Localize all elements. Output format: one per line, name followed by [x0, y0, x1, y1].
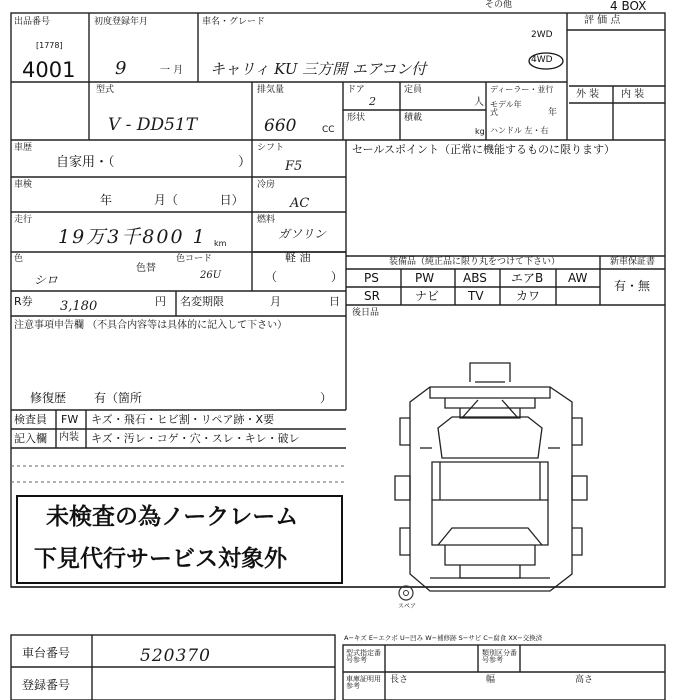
reg-date-label: 初度登録年月	[94, 17, 149, 27]
reg-number-label: 登録番号	[22, 678, 71, 692]
load-label: 積載	[404, 113, 423, 123]
sales-point-label: セールスポイント（正常に機能するものに限ります）	[352, 143, 616, 156]
capacity-label: 定員	[404, 85, 423, 95]
lot-label: 出品番号	[14, 17, 51, 27]
color-code-label: 色コード	[176, 254, 213, 264]
color-label: 色	[14, 254, 24, 264]
ac-value: AC	[290, 196, 310, 211]
equipment-label: 装備品（純正品に限り丸をつけて下さい）	[389, 257, 561, 267]
displacement-value: 660	[264, 116, 297, 136]
recycle-label: R券	[14, 295, 33, 308]
chassis-value: 520370	[140, 646, 211, 666]
fuel-alt: 軽 油	[285, 251, 311, 264]
interior-note-value: キズ・汚レ・コゲ・穴・スレ・キレ・破レ	[91, 432, 300, 445]
spare-tire-icon	[399, 586, 413, 600]
doors-label: ドア	[347, 85, 365, 95]
capacity-unit: 人	[474, 97, 484, 108]
history-value: 自家用・（	[56, 155, 115, 170]
equip-sr: SR	[364, 289, 380, 303]
car-diagram	[395, 363, 587, 591]
car-name: キャリィ KU 三方開 エアコン付	[210, 60, 427, 78]
equip-pw: PW	[415, 271, 435, 285]
width-label: 幅	[486, 675, 496, 685]
model-year-label: モデル年式	[490, 100, 522, 117]
displacement-label: 排気量	[257, 85, 285, 95]
fuel-paren: （ ）	[265, 270, 343, 284]
aftermarket-label: 後日品	[352, 308, 380, 318]
lot-number: 4001	[22, 58, 76, 82]
model-label: 型式	[96, 85, 115, 95]
doors-value: 2	[369, 95, 376, 108]
fuel-label: 燃料	[257, 215, 276, 225]
top-partial: 4 BOX	[610, 0, 647, 13]
warranty-label: 新車保証書	[610, 257, 656, 267]
height-label: 高さ	[575, 675, 594, 685]
shift-label: シフト	[257, 143, 285, 153]
lot-id: [1778]	[36, 41, 63, 50]
exterior-label: 外 装	[576, 89, 600, 100]
drive-2wd: 2WD	[531, 30, 553, 40]
inspection-value: 年 月（ 日）	[100, 193, 244, 207]
inspection-label: 車検	[14, 180, 33, 190]
handle-label: ハンドル 左・右	[490, 126, 549, 135]
drive-4wd: 4WD	[531, 55, 553, 65]
color-code-value: 26U	[200, 270, 222, 281]
interior-note-label: 内装	[59, 432, 79, 443]
dealer-label: ディーラー・並行	[490, 85, 554, 94]
name-change-label: 名変期限	[180, 295, 224, 308]
car-name-label: 車名・グレード	[202, 17, 266, 27]
cert-label: 車庫証明用参考	[346, 675, 381, 690]
equip-tv: TV	[468, 289, 484, 303]
fw-value: キズ・飛石・ヒビ割・リペア跡・X要	[91, 413, 275, 426]
cc-unit: CC	[322, 125, 335, 135]
interior-label: 内 装	[621, 89, 645, 100]
notice-line1: 未検査の為ノークレーム	[46, 504, 299, 530]
caution-label: 注意事項申告欄 （不具合内容等は具体的に記入して下さい）	[14, 320, 288, 331]
shift-value: F5	[285, 159, 303, 174]
chassis-label: 車台番号	[22, 646, 71, 660]
reg-year: 9	[115, 58, 127, 79]
km-unit: km	[214, 239, 227, 248]
fw-label: FW	[61, 413, 79, 426]
mileage-value: 19万3千800 1	[58, 226, 207, 248]
entry-label: 記入欄	[14, 432, 47, 445]
history-label: 車歴	[14, 143, 33, 153]
repair-close: ）	[320, 391, 333, 405]
model-value: V - DD51T	[108, 115, 198, 135]
reg-month: 一 月	[160, 65, 184, 76]
class-label: 類別区分番号参考	[482, 649, 517, 664]
warranty-value: 有・無	[614, 279, 651, 293]
notice-line2: 下見代行サービス対象外	[34, 546, 287, 572]
history-close: ）	[238, 155, 252, 170]
score-label: 評 価 点	[584, 15, 621, 26]
day-unit: 日	[329, 295, 340, 308]
equip-ps: PS	[364, 271, 379, 285]
other-label: その他	[485, 0, 513, 10]
equip-leather: カワ	[516, 289, 541, 303]
length-label: 長さ	[390, 675, 409, 685]
equip-aw: AW	[568, 271, 588, 285]
yen-unit: 円	[155, 295, 166, 308]
repair-label: 修復歴	[30, 391, 67, 405]
kg-unit: kg	[475, 127, 485, 136]
repair-value: 有（箇所	[94, 391, 143, 405]
equip-airbag: エアB	[511, 271, 544, 285]
format-doc-label: 型式指定番号参考	[346, 649, 381, 664]
year-unit: 年	[548, 108, 558, 118]
color-value: シロ	[34, 273, 59, 287]
mileage-label: 走行	[14, 215, 33, 225]
month-unit: 月	[270, 295, 281, 308]
fuel-value: ガソリン	[278, 227, 327, 241]
inspector-label: 検査員	[14, 413, 47, 426]
recycle-value: 3,180	[60, 299, 98, 314]
ac-label: 冷房	[257, 180, 276, 190]
equip-navi: ナビ	[415, 289, 440, 303]
damage-legend: A−キズ E−エクボ U−凹み W−補修跡 S−サビ C−腐食 XX−交換済	[344, 634, 543, 642]
shape-label: 形状	[347, 113, 366, 123]
color-change-label: 色替	[136, 263, 156, 274]
spare-label: スペア	[398, 603, 417, 610]
equip-abs: ABS	[463, 271, 487, 285]
